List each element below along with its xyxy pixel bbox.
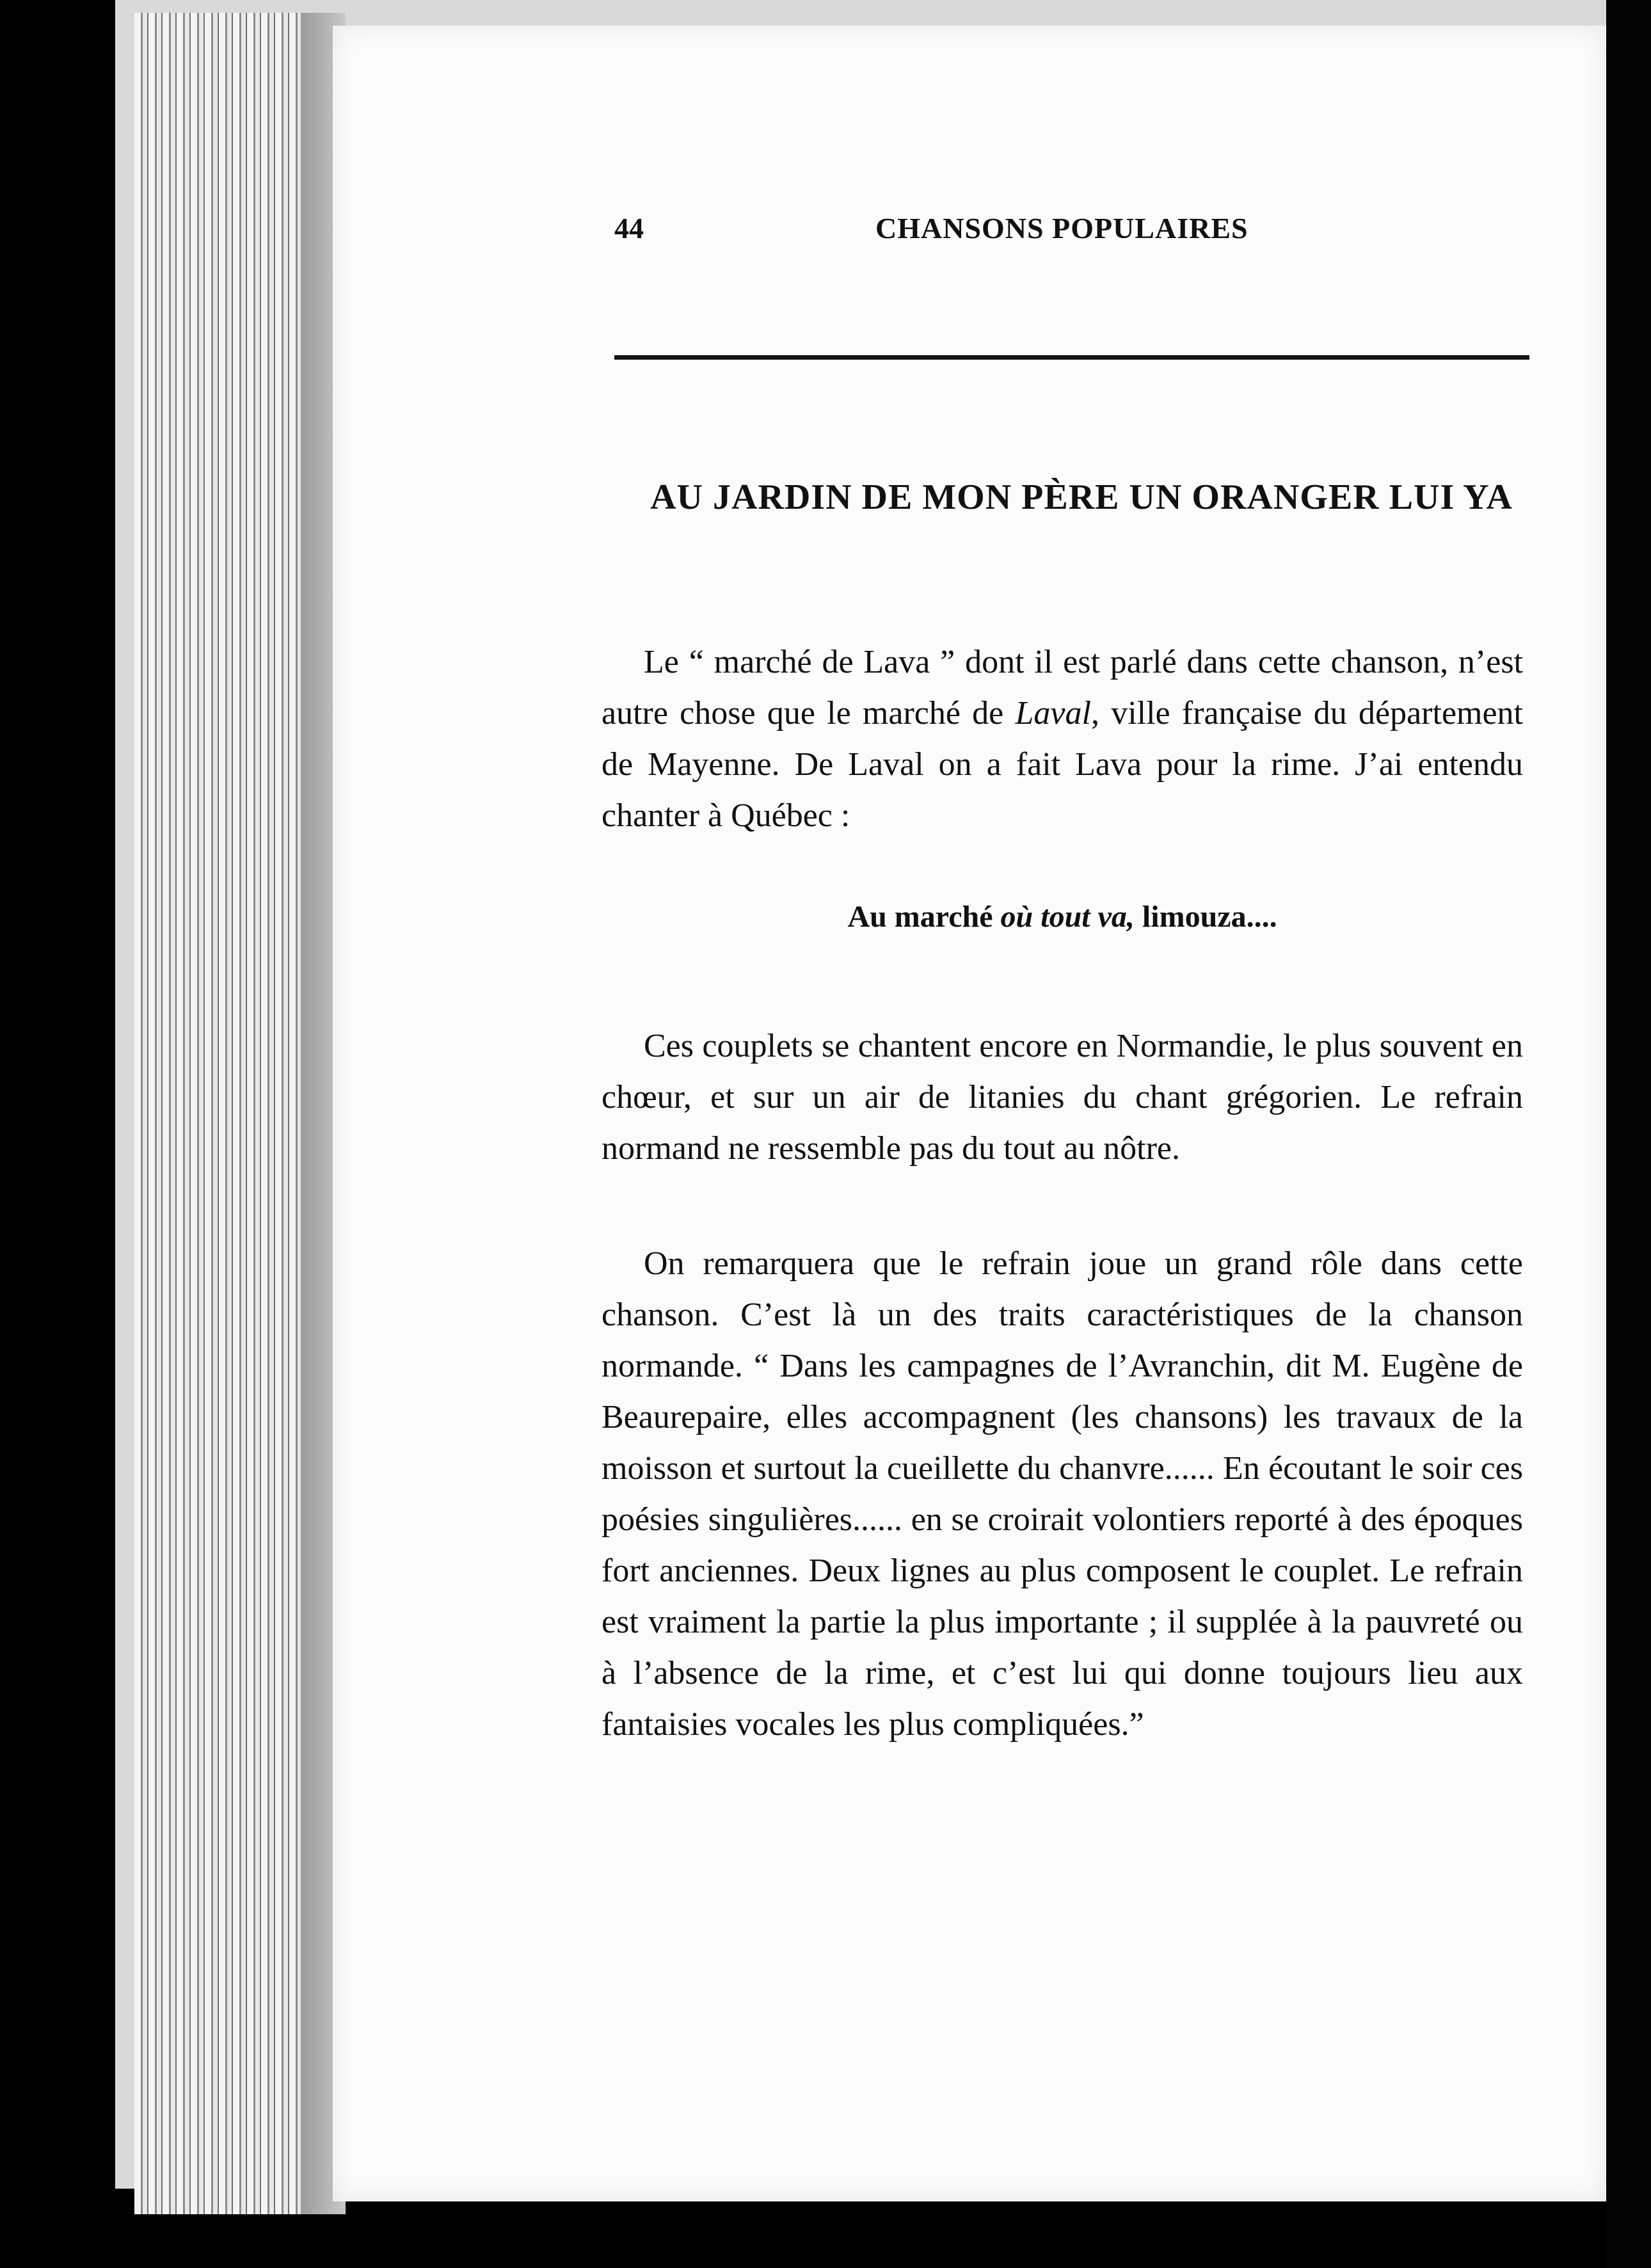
verse-end: limouza.... — [1134, 900, 1277, 934]
page-number: 44 — [614, 212, 644, 244]
paragraph-3: On remarquera que le refrain joue un grand rôle dans cette chanson. C’est là un des traits caractéristiques de la chanson normande. “ Dans les campagnes de l’Avranchin, dit M. Eugène de Beaurepaire, elles accompagnent (les chansons) les travaux de la moisson et surtout la cueillette du chanvre...... En écoutant le soir ces poésies singulières...... en se croirait volontiers reporté à des époques fort anciennes. Deux lignes au plus composent le couplet. Le refrain est vraiment la partie la plus importante ; il supplée à la pauvreté ou à l’absence de la rime, et c’est lui qui donne toujours lieu aux fantaisies vocales les plus compliquées.” — [602, 1245, 1523, 1743]
running-head — [614, 211, 1593, 256]
running-title: CHANSONS POPULAIRES — [875, 212, 1248, 244]
song-title: AU JARDIN DE MON PÈRE UN ORANGER LUI YA — [650, 477, 1513, 517]
verse-start: Au marché — [847, 900, 1001, 934]
paragraph-1 — [602, 637, 1523, 842]
page-sheet — [333, 26, 1606, 2201]
paragraph-1-text-start: Le “ marché de Lava ” dont il est parlé dans cette chanson, n’est autre chose que le marché de — [602, 644, 1523, 731]
verse-italic: où tout va, — [1000, 900, 1135, 934]
paragraph-1-italic-place: Laval — [1015, 695, 1091, 731]
scan-right-edge — [1606, 0, 1651, 2268]
stacked-page-edges — [134, 13, 346, 2214]
verse-quote — [602, 899, 1523, 934]
paragraph-1-text-end: , ville française du département de Mayenne. De Laval on a fait Lava pour la rime. J’ai entendu chanter à Québec : — [602, 695, 1523, 834]
header-rule — [614, 355, 1529, 360]
paragraph-2: Ces couplets se chantent encore en Normandie, le plus souvent en chœur, et sur un air de litanies du chant grégorien. Le refrain normand ne ressemble pas du tout au nôtre. — [602, 1028, 1523, 1167]
